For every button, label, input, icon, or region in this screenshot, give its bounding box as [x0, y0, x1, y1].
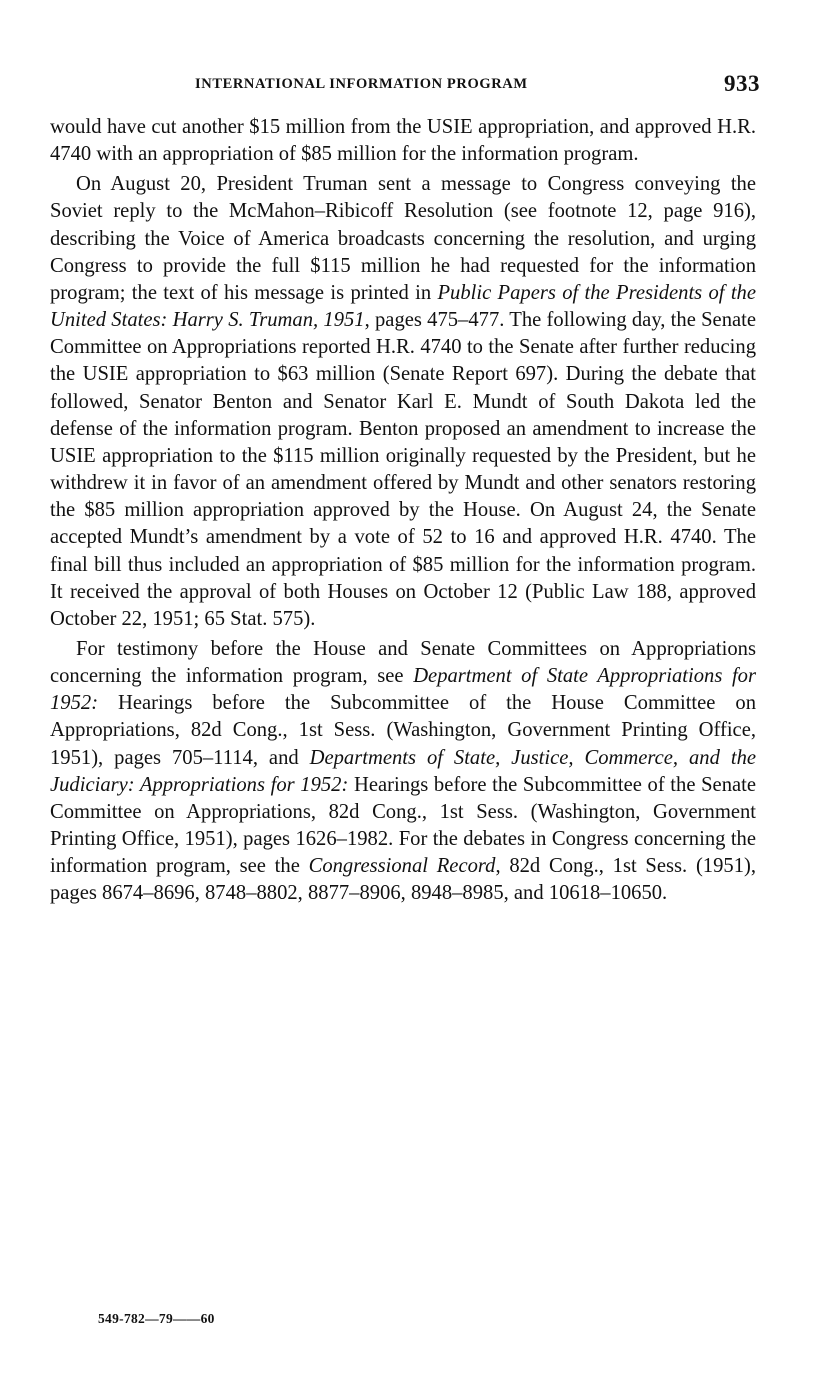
paragraph-3 [50, 636, 756, 908]
paragraph-2-text-b: , pages 475–477. The following day, the Senate Committee on Appropriations reported H.R. 4740 to the Senate after further reducing the USIE appropriation to $63 million (Senate Report 697). During the debate that followed, Senator Benton and Senator Karl E. Mundt of South Dakota led the defense of the information program. Benton proposed an amendment to increase the USIE appropriation to the $115 million originally requested by the President, but he withdrew it in favor of an amendment offered by Mundt and other senators restoring the $85 million appropriation approved by the House. On August 24, the Senate accepted Mundt’s amendment by a vote of 52 to 16 and approved H.R. 4740. The final bill thus included an appropriation of $85 million for the information program. It received the approval of both Houses on October 12 (Public Law 188, approved October 22, 1951; 65 Stat. 575). [50, 309, 756, 630]
citation-public-papers: Public Papers of the Presidents of the United States: Harry S. Truman, 1951 [50, 281, 756, 332]
body-text [50, 114, 756, 908]
paragraph-3-text-c: Hearings before the Subcommittee of the Senate Committee on Appropriations, 82d Cong., 1st Sess. (Washington, Government Printing Office, 1951), pages 1626–1982. For the debates in Congress concerning the information program, see the [50, 773, 756, 878]
citation-congressional-record: Congressional Record [308, 855, 496, 878]
paragraph-3-text-a: For testimony before the House and Senate Committees on Appropriations concerning the information program, see [50, 637, 756, 688]
citation-departments-appropriations: Departments of State, Justice, Commerce, and the Judiciary: Appropriations for 1952: [50, 746, 757, 796]
paragraph-3-text-d: , 82d Cong., 1st Sess. (1951), pages 8674–8696, 8748–8802, 8877–8906, 8948–8985, and 10618–10650. [50, 855, 756, 905]
citation-state-appropriations: Department of State Appropriations for 1952: [50, 665, 756, 715]
paragraph-2-text-a: On August 20, President Truman sent a message to Congress conveying the Soviet reply to the McMahon–Ribicoff Resolution (see footnote 12, page 916), describing the Voice of America broadcasts concerning the resolution, and urging Congress to provide the full $115 million he had requested for the information program; the text of his message is printed in [50, 173, 756, 304]
paragraph-1 [50, 114, 756, 168]
printer-imprint: 549-782—79——60 [98, 1311, 215, 1326]
paragraph-3-text-b: Hearings before the Subcommittee of the House Committee on Appropriations, 82d Cong., 1st Sess. (Washington, Government Printing Office, 1951), pages 705–1114, and [50, 692, 756, 769]
page-number: 933 [724, 71, 760, 96]
running-head-title: INTERNATIONAL INFORMATION PROGRAM [195, 76, 528, 92]
paragraph-1-text: would have cut another $15 million from the USIE appropriation, and approved H.R. 4740 with an appropriation of $85 million for the information program. [50, 116, 756, 166]
paragraph-2 [50, 171, 756, 633]
